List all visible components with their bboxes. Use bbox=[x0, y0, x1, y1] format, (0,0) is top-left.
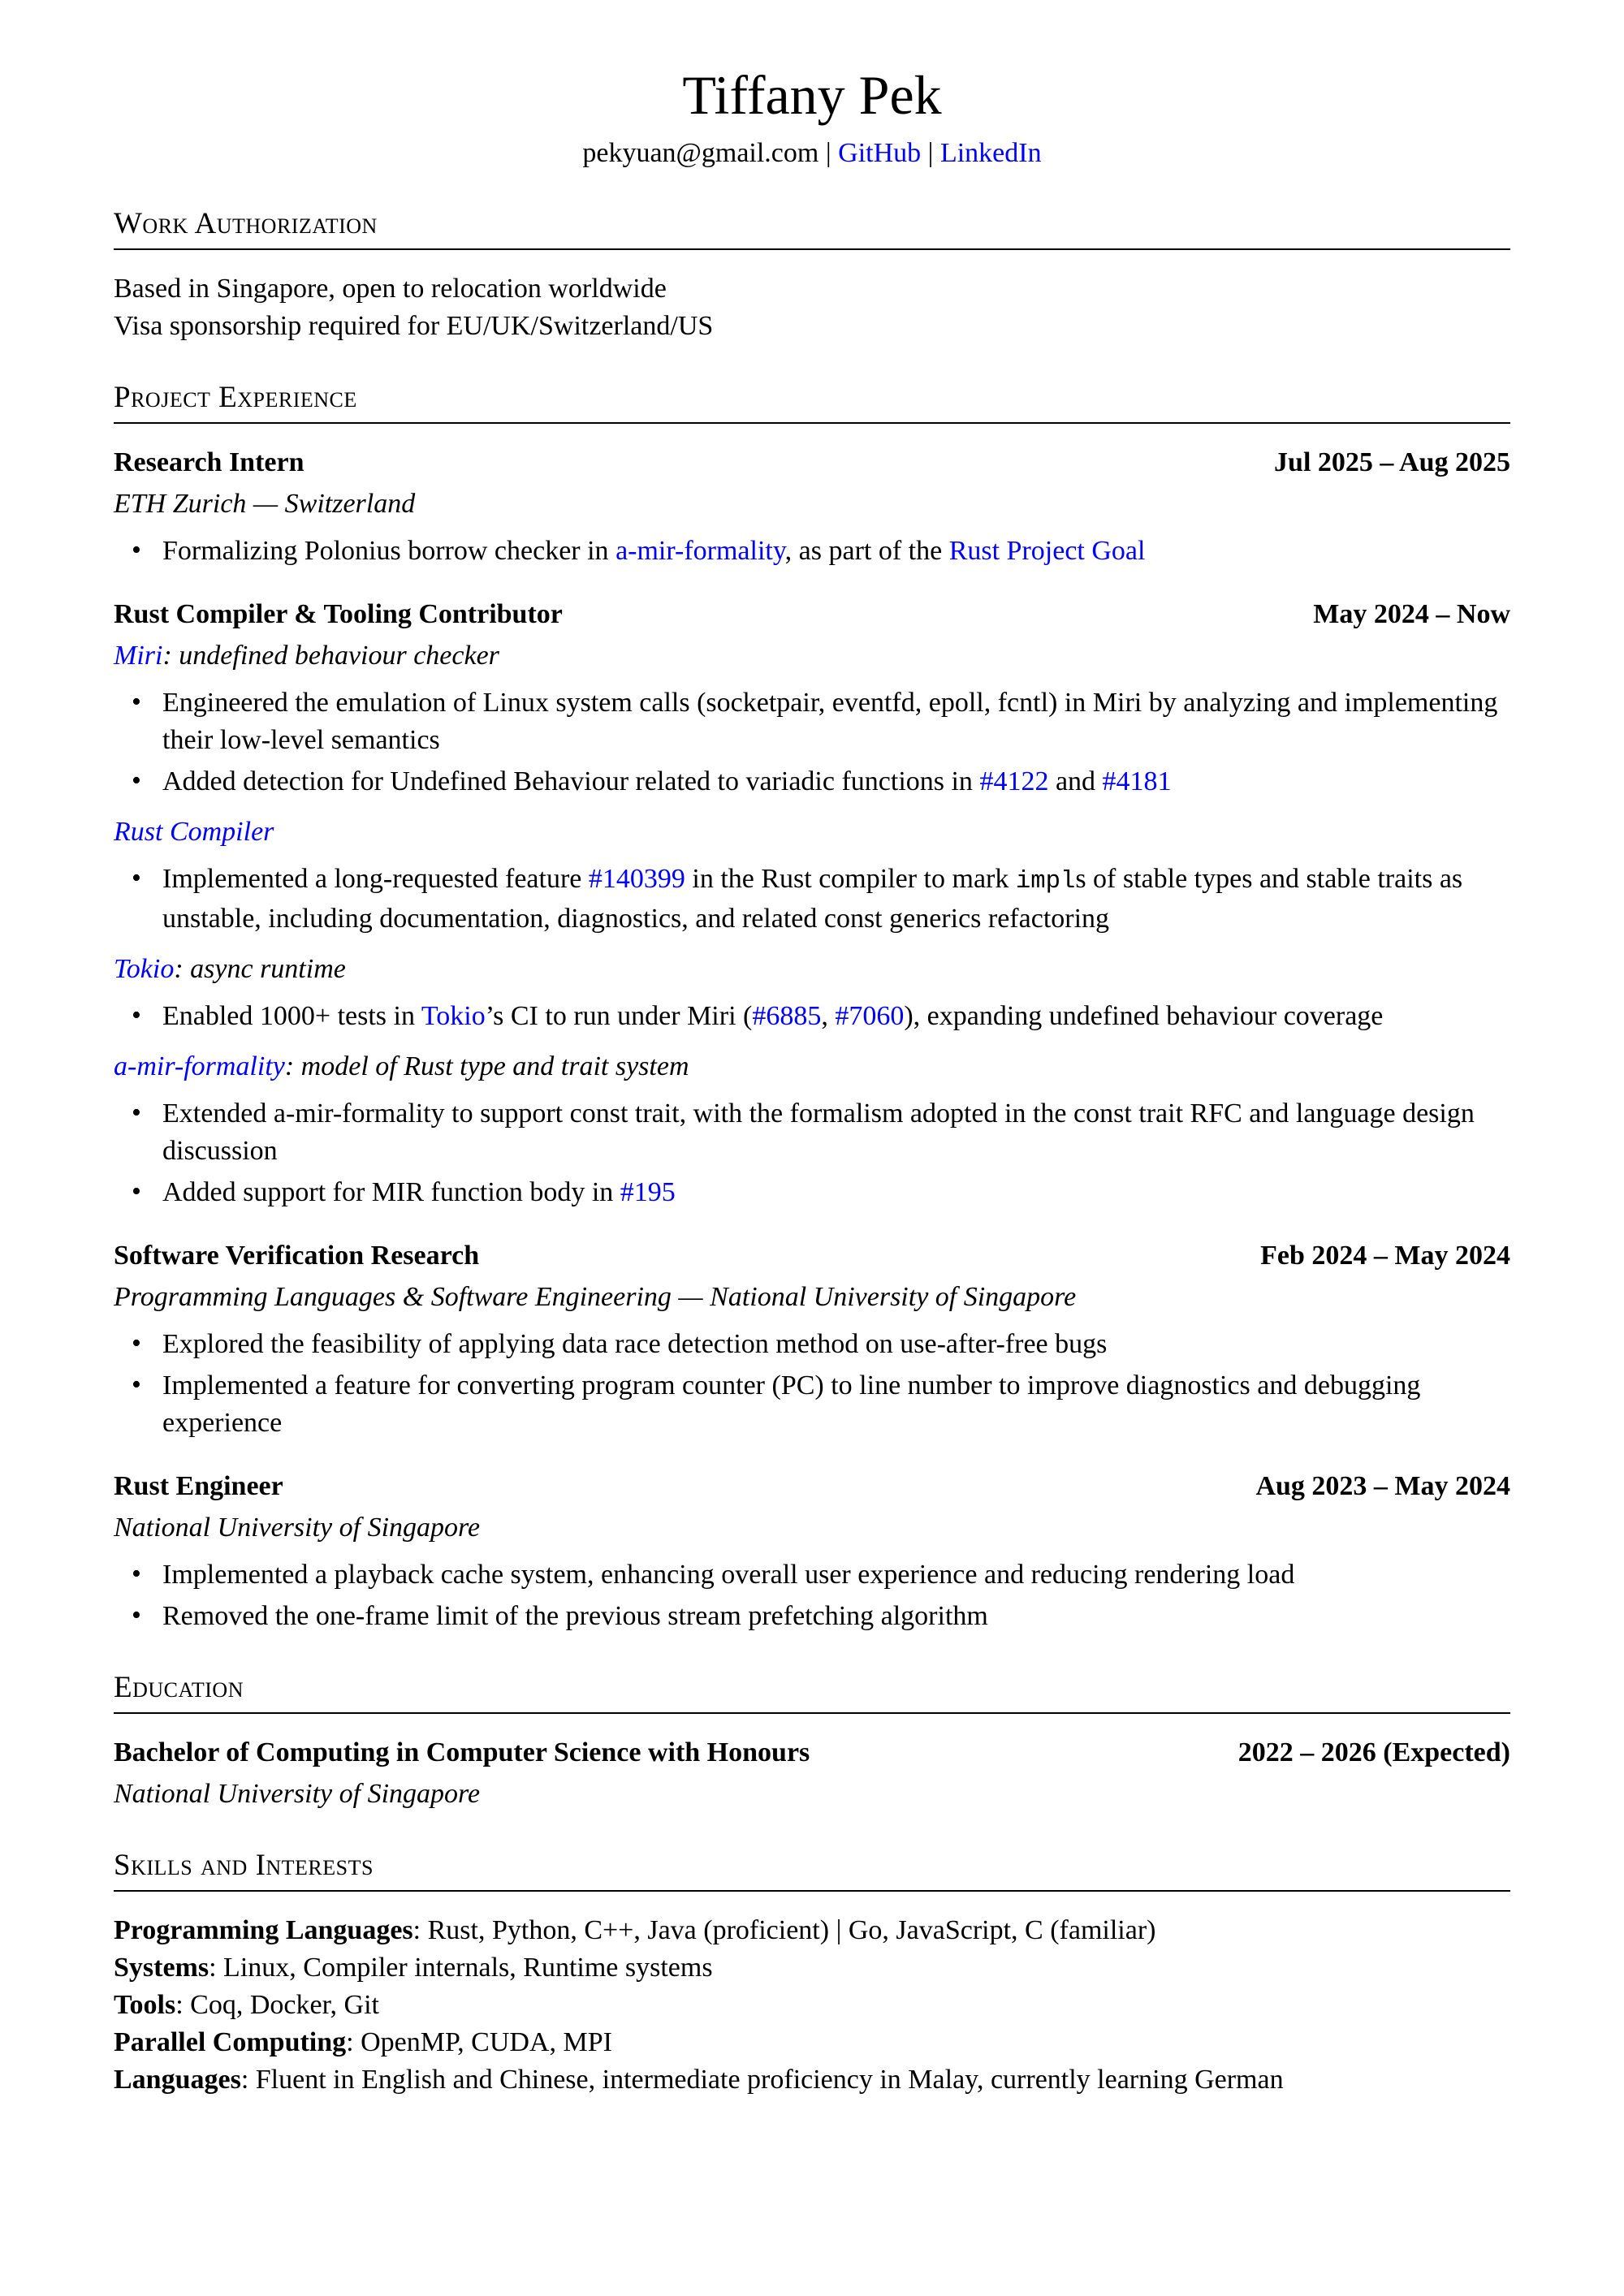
text-segment: Programming Languages bbox=[114, 1914, 413, 1945]
bullet-text bbox=[162, 1601, 988, 1631]
resume-entry bbox=[114, 596, 1510, 633]
text-segment: National University of Singapore bbox=[114, 1512, 481, 1543]
text-segment: Tools bbox=[114, 1989, 176, 2020]
text-segment: Explored the feasibility of applying data race detection method on use-after-free bugs bbox=[162, 1328, 1108, 1359]
section-divider bbox=[114, 248, 1510, 250]
resume-entry bbox=[114, 1734, 1510, 1813]
inline-link[interactable]: Miri bbox=[114, 640, 163, 671]
text-segment: Added detection for Undefined Behaviour related to variadic functions in bbox=[162, 766, 980, 796]
section-work-authorization bbox=[114, 206, 1510, 345]
bullet-item bbox=[114, 533, 1510, 570]
text-line bbox=[114, 1912, 1510, 1949]
bullet-text bbox=[162, 1177, 676, 1207]
linkedin-link[interactable]: LinkedIn bbox=[939, 137, 1042, 168]
text-segment: Systems bbox=[114, 1952, 209, 1983]
entry-title: Rust Engineer bbox=[114, 1470, 283, 1501]
inline-link[interactable]: #4181 bbox=[1102, 766, 1172, 796]
section-title: Work Authorization bbox=[114, 206, 378, 240]
section-body bbox=[114, 1912, 1510, 2099]
person-name: Tiffany Pek bbox=[682, 64, 942, 126]
entry-title: Software Verification Research bbox=[114, 1240, 480, 1271]
entry-subtitle bbox=[114, 1776, 1510, 1813]
text-segment: Formalizing Polonius borrow checker in bbox=[162, 535, 616, 566]
text-segment: : Fluent in English and Chinese, intermediate proficiency in Malay, currently learning German bbox=[240, 2064, 1284, 2095]
entry-dates: Jul 2025 – Aug 2025 bbox=[1274, 447, 1510, 477]
contact-line bbox=[114, 136, 1510, 171]
entry-head bbox=[114, 1468, 1510, 1505]
project-label bbox=[114, 637, 1510, 675]
project-label bbox=[114, 951, 1510, 988]
entry-subtitle bbox=[114, 1279, 1510, 1316]
text-line bbox=[114, 1987, 1510, 2024]
bullet-item bbox=[114, 763, 1510, 801]
bullet-icon: • bbox=[132, 862, 141, 893]
section-divider bbox=[114, 1712, 1510, 1714]
bullet-list bbox=[114, 1326, 1510, 1442]
sections bbox=[114, 206, 1510, 2099]
section-body bbox=[114, 270, 1510, 345]
project-label bbox=[114, 814, 1510, 851]
entry-subtitle bbox=[114, 1509, 1510, 1547]
bullet-icon: • bbox=[132, 1599, 141, 1630]
bullet-item bbox=[114, 1556, 1510, 1594]
section-project-experience bbox=[114, 382, 1510, 1635]
text-segment: : model of Rust type and trait system bbox=[284, 1051, 689, 1081]
entry-head bbox=[114, 444, 1510, 481]
inline-link[interactable]: #140399 bbox=[588, 863, 685, 894]
bullet-item bbox=[114, 1326, 1510, 1363]
text-segment: ’s CI to run under Miri ( bbox=[485, 1000, 753, 1031]
bullet-icon: • bbox=[132, 999, 141, 1030]
bullet-item bbox=[114, 998, 1510, 1035]
section-divider bbox=[114, 1890, 1510, 1892]
text-line bbox=[114, 2061, 1510, 2099]
bullet-item bbox=[114, 1095, 1510, 1170]
entry-title: Research Intern bbox=[114, 447, 304, 477]
text-segment: Programming Languages & Software Engineering — National University of Singapore bbox=[114, 1281, 1077, 1312]
bullet-text bbox=[162, 1001, 1383, 1031]
inline-link[interactable]: Rust Compiler bbox=[114, 816, 274, 847]
section-skills-and-interests bbox=[114, 1850, 1510, 2099]
bullet-icon: • bbox=[132, 1327, 141, 1358]
text-segment: Parallel Computing bbox=[114, 2026, 347, 2057]
text-segment: Removed the one-frame limit of the previous stream prefetching algorithm bbox=[162, 1600, 988, 1631]
section-body bbox=[114, 444, 1510, 1635]
text-segment: ETH Zurich — Switzerland bbox=[114, 488, 416, 519]
code-text: impl bbox=[1015, 867, 1076, 896]
bullet-text bbox=[162, 1560, 1294, 1590]
text-segment: Languages bbox=[114, 2064, 241, 2095]
project-label bbox=[114, 1048, 1510, 1085]
bullet-text bbox=[162, 1098, 1475, 1166]
entry-head bbox=[114, 596, 1510, 633]
text-segment: Engineered the emulation of Linux system calls (socketpair, eventfd, epoll, fcntl) in Miri by analyzing and implementing their low-level semantics bbox=[162, 687, 1498, 755]
bullet-icon: • bbox=[132, 1558, 141, 1589]
entry-head bbox=[114, 1734, 1510, 1772]
bullet-text bbox=[162, 864, 1462, 934]
bullet-text bbox=[162, 536, 1145, 566]
bullet-item bbox=[114, 861, 1510, 938]
inline-link[interactable]: a-mir-formality bbox=[615, 535, 785, 566]
text-segment: ), expanding undefined behaviour coverage bbox=[904, 1000, 1384, 1031]
bullet-list bbox=[114, 861, 1510, 938]
text-segment: Implemented a feature for converting program counter (PC) to line number to improve diagnostics and debugging experience bbox=[162, 1370, 1421, 1438]
inline-link[interactable]: Tokio bbox=[421, 1000, 486, 1031]
bullet-list bbox=[114, 1556, 1510, 1635]
text-segment: : undefined behaviour checker bbox=[162, 640, 499, 671]
bullet-item bbox=[114, 1367, 1510, 1442]
text-segment: Added support for MIR function body in bbox=[162, 1176, 620, 1207]
text-line bbox=[114, 270, 1510, 308]
resume-entry bbox=[114, 1468, 1510, 1547]
section-body bbox=[114, 1734, 1510, 1813]
text-segment: in the Rust compiler to mark bbox=[685, 863, 1016, 894]
text-line bbox=[114, 1949, 1510, 1987]
bullet-item bbox=[114, 1598, 1510, 1635]
bullet-item bbox=[114, 684, 1510, 759]
section-title: Skills and Interests bbox=[114, 1848, 374, 1882]
bullet-icon: • bbox=[132, 1369, 141, 1400]
bullet-list bbox=[114, 533, 1510, 570]
inline-link[interactable]: Tokio bbox=[114, 953, 175, 984]
text-segment: Based in Singapore, open to relocation worldwide bbox=[114, 273, 667, 304]
text-segment: Visa sponsorship required for EU/UK/Switzerland/US bbox=[114, 310, 714, 341]
bullet-icon: • bbox=[132, 534, 141, 565]
bullet-icon: • bbox=[132, 686, 141, 717]
section-title: Education bbox=[114, 1670, 244, 1704]
entry-head bbox=[114, 1237, 1510, 1275]
text-segment: Extended a-mir-formality to support const trait, with the formalism adopted in the const trait RFC and language design discussion bbox=[162, 1098, 1475, 1166]
text-segment: Implemented a long-requested feature bbox=[162, 863, 589, 894]
entry-dates: Aug 2023 – May 2024 bbox=[1255, 1470, 1510, 1501]
text-segment: pekyuan@gmail.com bbox=[582, 137, 819, 168]
inline-link[interactable]: #4122 bbox=[979, 766, 1049, 796]
entry-title: Bachelor of Computing in Computer Science with Honours bbox=[114, 1737, 810, 1767]
text-segment: Implemented a playback cache system, enhancing overall user experience and reducing rendering load bbox=[162, 1559, 1295, 1590]
entry-dates: Feb 2024 – May 2024 bbox=[1260, 1240, 1510, 1271]
text-segment: | bbox=[818, 137, 839, 168]
inline-link[interactable]: #7060 bbox=[835, 1000, 905, 1031]
section-title: Project Experience bbox=[114, 380, 357, 414]
bullet-item bbox=[114, 1174, 1510, 1211]
text-segment: , bbox=[821, 1000, 836, 1031]
resume-entry bbox=[114, 1237, 1510, 1316]
bullet-icon: • bbox=[132, 1176, 141, 1206]
bullet-icon: • bbox=[132, 1097, 141, 1128]
bullet-text bbox=[162, 1329, 1107, 1359]
bullet-list bbox=[114, 684, 1510, 801]
text-segment: : async runtime bbox=[174, 953, 346, 984]
inline-link[interactable]: Rust Project Goal bbox=[948, 535, 1146, 566]
bullet-list bbox=[114, 998, 1510, 1035]
entry-dates: 2022 – 2026 (Expected) bbox=[1237, 1737, 1510, 1767]
text-segment: Enabled 1000+ tests in bbox=[162, 1000, 421, 1031]
bullet-text bbox=[162, 766, 1172, 796]
inline-link[interactable]: #195 bbox=[620, 1176, 676, 1207]
entry-dates: May 2024 – Now bbox=[1313, 598, 1510, 629]
bullet-icon: • bbox=[132, 765, 141, 796]
bullet-text bbox=[162, 688, 1497, 755]
text-segment: : Coq, Docker, Git bbox=[175, 1989, 380, 2020]
text-segment: , as part of the bbox=[784, 535, 949, 566]
text-segment: and bbox=[1048, 766, 1103, 796]
text-segment: National University of Singapore bbox=[114, 1778, 481, 1809]
text-segment: s of stable types and stable traits as unstable, including documentation, diagnostics, and related const generics refactoring bbox=[162, 863, 1463, 934]
text-line bbox=[114, 2024, 1510, 2061]
entry-subtitle bbox=[114, 486, 1510, 523]
resume-entry bbox=[114, 444, 1510, 523]
text-line bbox=[114, 308, 1510, 345]
text-segment: | bbox=[921, 137, 940, 168]
inline-link[interactable]: a-mir-formality bbox=[114, 1051, 285, 1081]
section-education bbox=[114, 1672, 1510, 1813]
entry-title: Rust Compiler & Tooling Contributor bbox=[114, 598, 563, 629]
section-divider bbox=[114, 422, 1510, 424]
bullet-list bbox=[114, 1095, 1510, 1211]
inline-link[interactable]: #6885 bbox=[752, 1000, 822, 1031]
text-segment: : Rust, Python, C++, Java (proficient) | Go, JavaScript, C (familiar) bbox=[412, 1914, 1156, 1945]
text-segment: : OpenMP, CUDA, MPI bbox=[346, 2026, 612, 2057]
bullet-text bbox=[162, 1370, 1420, 1438]
text-segment: : Linux, Compiler internals, Runtime systems bbox=[209, 1952, 713, 1983]
github-link[interactable]: GitHub bbox=[838, 137, 922, 168]
